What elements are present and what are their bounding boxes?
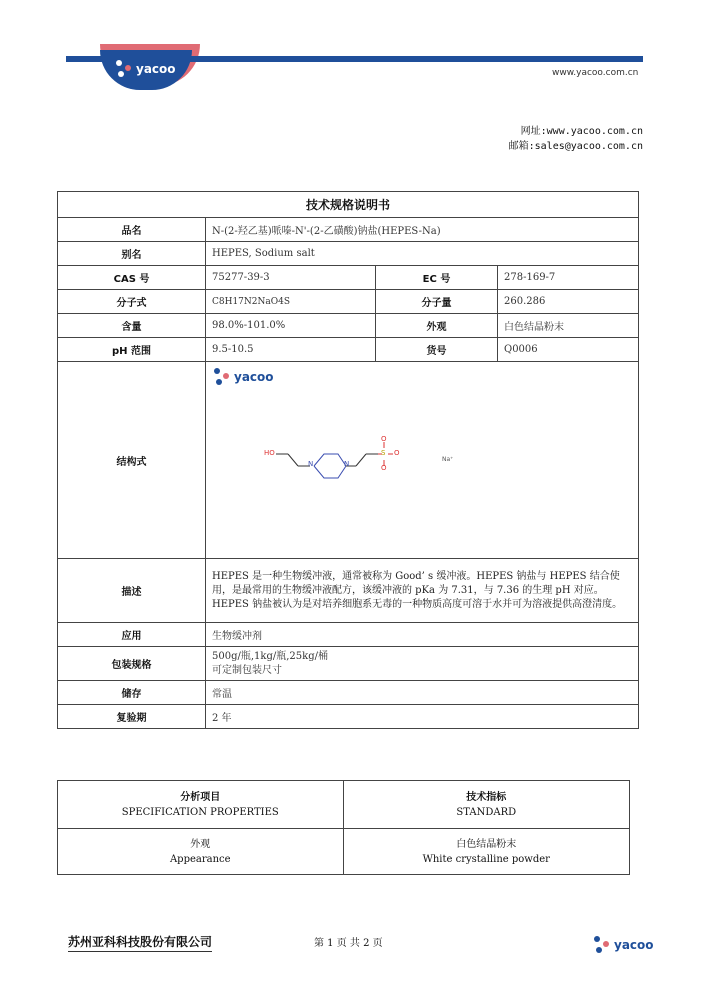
structure-o-top: O (381, 435, 387, 443)
footer-logo (594, 936, 654, 954)
structure-o-right: O (394, 449, 400, 457)
retest-label: 复验期 (58, 705, 206, 729)
retest-value: 2 年 (206, 705, 639, 729)
col1-en: SPECIFICATION PROPERTIES (121, 806, 279, 818)
pack-line1: 500g/瓶,1kg/瓶,25kg/桶 (212, 650, 328, 662)
structure-na: Na⁺ (442, 456, 454, 463)
appearance-label: 外观 (376, 314, 498, 338)
analysis-col1-header (58, 781, 344, 829)
pack-value (206, 647, 639, 681)
ec-value: 278-169-7 (498, 266, 639, 290)
footer-company: 苏州亚科科技股份有限公司 (68, 933, 212, 952)
alias-label: 别名 (58, 242, 206, 266)
alias-value: HEPES, Sodium salt (206, 242, 639, 266)
use-value: 生物缓冲剂 (206, 623, 639, 647)
structure-cell (206, 362, 639, 559)
desc-value: HEPES 是一种生物缓冲液，通常被称为 Good’ s 缓冲液。HEPES 钠盐与 HEPES 结合使用，是最常用的生物缓冲液配方，该缓冲液的 pKa 为 7.31，与 7.36 的生理 pH 对应。HEPES 钠盐被认为是对培养细胞系无毒的一种物质高度可溶于水并可为溶液提供高澄清度。 (206, 559, 639, 623)
use-label: 应用 (58, 623, 206, 647)
contact-email: 邮箱:sales@yacoo.com.cn (508, 141, 643, 152)
footer-page: 第 1 页 共 2 页 (314, 938, 383, 949)
logo-dots-icon (594, 936, 614, 954)
row1-std-en: White crystalline powder (422, 853, 550, 865)
structure-s: S (381, 449, 386, 457)
name-value: N-(2-羟乙基)哌嗪-N'-(2-乙磺酸)钠盐(HEPES-Na) (206, 218, 639, 242)
catalog-value: Q0006 (498, 338, 639, 362)
structure-ho: HO (264, 449, 275, 457)
analysis-col2-header (343, 781, 629, 829)
structure-diagram (206, 362, 638, 558)
pack-line2: 可定制包装尺寸 (212, 664, 282, 676)
content-label: 含量 (58, 314, 206, 338)
contact-website: 网址:www.yacoo.com.cn (520, 126, 643, 137)
storage-label: 储存 (58, 681, 206, 705)
ph-label: pH 范围 (58, 338, 206, 362)
header-logo (116, 60, 176, 78)
table-row-property (58, 829, 344, 875)
mw-label: 分子量 (376, 290, 498, 314)
row1-cn: 外观 (190, 838, 211, 850)
analysis-table (57, 780, 630, 875)
table-row-standard (343, 829, 629, 875)
logo-dots-icon (116, 60, 136, 78)
cas-label: CAS 号 (58, 266, 206, 290)
structure-n1: N (308, 460, 314, 468)
ph-value: 9.5-10.5 (206, 338, 376, 362)
catalog-label: 货号 (376, 338, 498, 362)
desc-label: 描述 (58, 559, 206, 623)
formula-value: C8H17N2NaO4S (206, 290, 376, 314)
cas-value: 75277-39-3 (206, 266, 376, 290)
row1-en: Appearance (169, 853, 231, 865)
header-url: www.yacoo.com.cn (552, 68, 639, 78)
col2-cn: 技术指标 (466, 791, 507, 803)
formula-label: 分子式 (58, 290, 206, 314)
logo-text: yacoo (136, 62, 176, 76)
col2-en: STANDARD (456, 806, 517, 818)
ec-label: EC 号 (376, 266, 498, 290)
logo-text: yacoo (234, 370, 274, 384)
spec-title: 技术规格说明书 (58, 192, 639, 218)
mw-value: 260.286 (498, 290, 639, 314)
pack-label: 包装规格 (58, 647, 206, 681)
structure-label: 结构式 (58, 362, 206, 559)
storage-value: 常温 (206, 681, 639, 705)
col1-cn: 分析项目 (180, 791, 221, 803)
content-value: 98.0%-101.0% (206, 314, 376, 338)
name-label: 品名 (58, 218, 206, 242)
logo-text: yacoo (614, 938, 654, 952)
structure-o-bottom: O (381, 464, 387, 472)
spec-table (57, 191, 639, 729)
appearance-value: 白色结晶粉末 (498, 314, 639, 338)
structure-n2: N (344, 460, 350, 468)
row1-std-cn: 白色结晶粉末 (456, 838, 517, 850)
